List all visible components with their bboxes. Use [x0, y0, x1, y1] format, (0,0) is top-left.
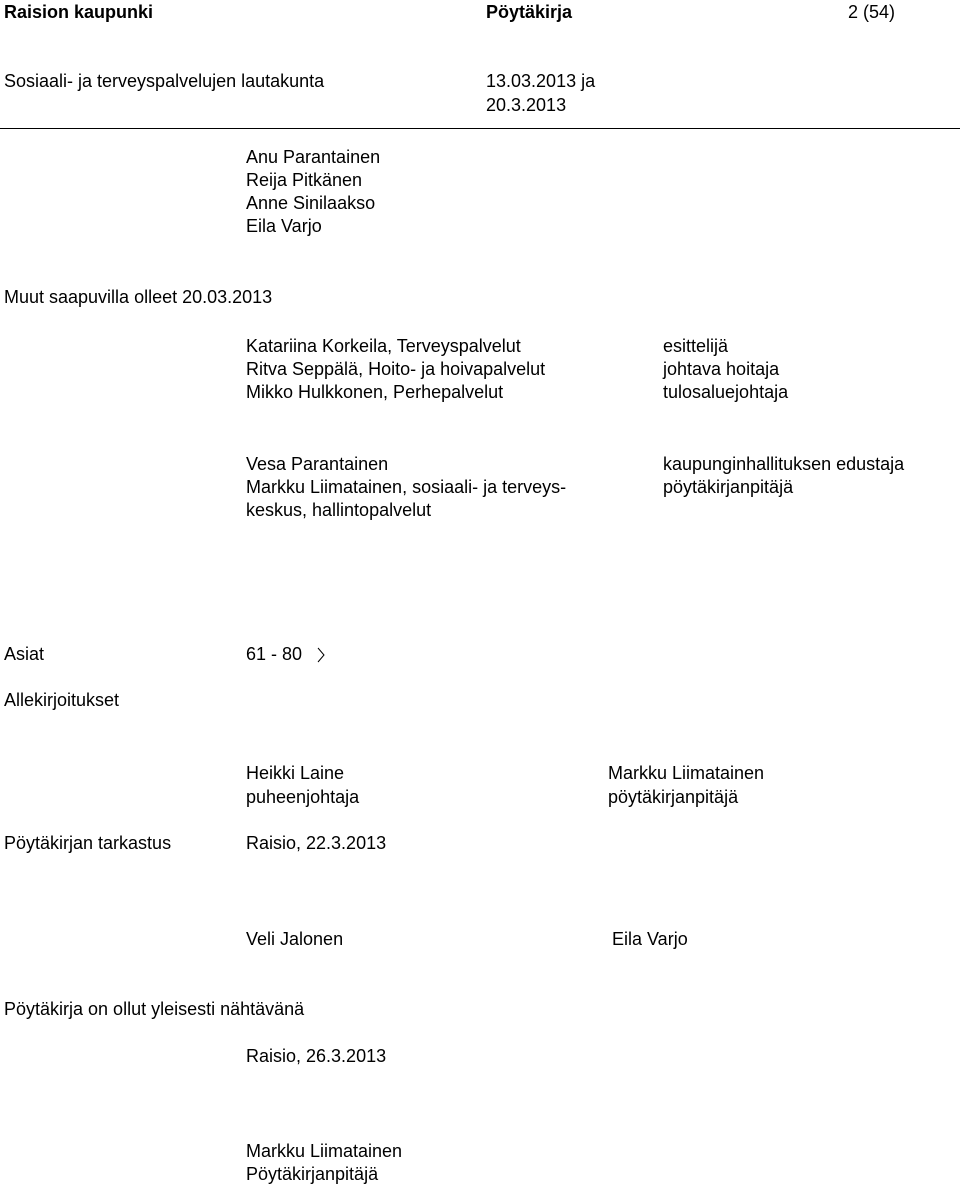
member-name: Anu Parantainen — [246, 147, 381, 167]
page-number: 2 (54) — [848, 2, 896, 22]
header-divider — [0, 128, 960, 129]
guest-name: Markku Liimatainen, sosiaali- ja terveys- — [246, 477, 567, 497]
meeting-date-line2: 20.3.2013 — [486, 95, 567, 115]
staff-name: Ritva Seppälä, Hoito- ja hoivapalvelut — [246, 359, 546, 379]
staff-role: tulosaluejohtaja — [663, 382, 789, 402]
public-signer-title: Pöytäkirjanpitäjä — [246, 1164, 379, 1184]
public-place-date: Raisio, 26.3.2013 — [246, 1046, 387, 1066]
signatures-label: Allekirjoitukset — [4, 690, 120, 710]
staff-name: Katariina Korkeila, Terveyspalvelut — [246, 336, 521, 356]
review-place-date: Raisio, 22.3.2013 — [246, 833, 387, 853]
matters-value: 61 - 80 — [246, 644, 303, 664]
guest-role: kaupunginhallituksen edustaja — [663, 454, 905, 474]
staff-role: johtava hoitaja — [663, 359, 780, 379]
chair-name: Heikki Laine — [246, 763, 345, 783]
reviewer-name: Eila Varjo — [612, 929, 688, 949]
chair-title: puheenjohtaja — [246, 787, 360, 807]
member-name: Anne Sinilaakso — [246, 193, 376, 213]
others-heading: Muut saapuvilla olleet 20.03.2013 — [4, 287, 273, 307]
matters-label: Asiat — [4, 644, 45, 664]
secretary-name: Markku Liimatainen — [608, 763, 765, 783]
member-name: Eila Varjo — [246, 216, 322, 236]
staff-name: Mikko Hulkkonen, Perhepalvelut — [246, 382, 504, 402]
reviewer-name: Veli Jalonen — [246, 929, 344, 949]
member-name: Reija Pitkänen — [246, 170, 363, 190]
guest-role: pöytäkirjanpitäjä — [663, 477, 794, 497]
public-display-label: Pöytäkirja on ollut yleisesti nähtävänä — [4, 999, 305, 1019]
committee-name: Sosiaali- ja terveyspalvelujen lautakunta — [4, 71, 325, 91]
secretary-title: pöytäkirjanpitäjä — [608, 787, 739, 807]
paragraph-mark-icon — [317, 647, 326, 665]
staff-role: esittelijä — [663, 336, 729, 356]
review-label: Pöytäkirjan tarkastus — [4, 833, 172, 853]
doc-type: Pöytäkirja — [486, 2, 573, 22]
guest-name: keskus, hallintopalvelut — [246, 500, 432, 520]
org-name: Raision kaupunki — [4, 2, 154, 22]
meeting-date-line1: 13.03.2013 ja — [486, 71, 596, 91]
guest-name: Vesa Parantainen — [246, 454, 389, 474]
public-signer-name: Markku Liimatainen — [246, 1141, 403, 1161]
